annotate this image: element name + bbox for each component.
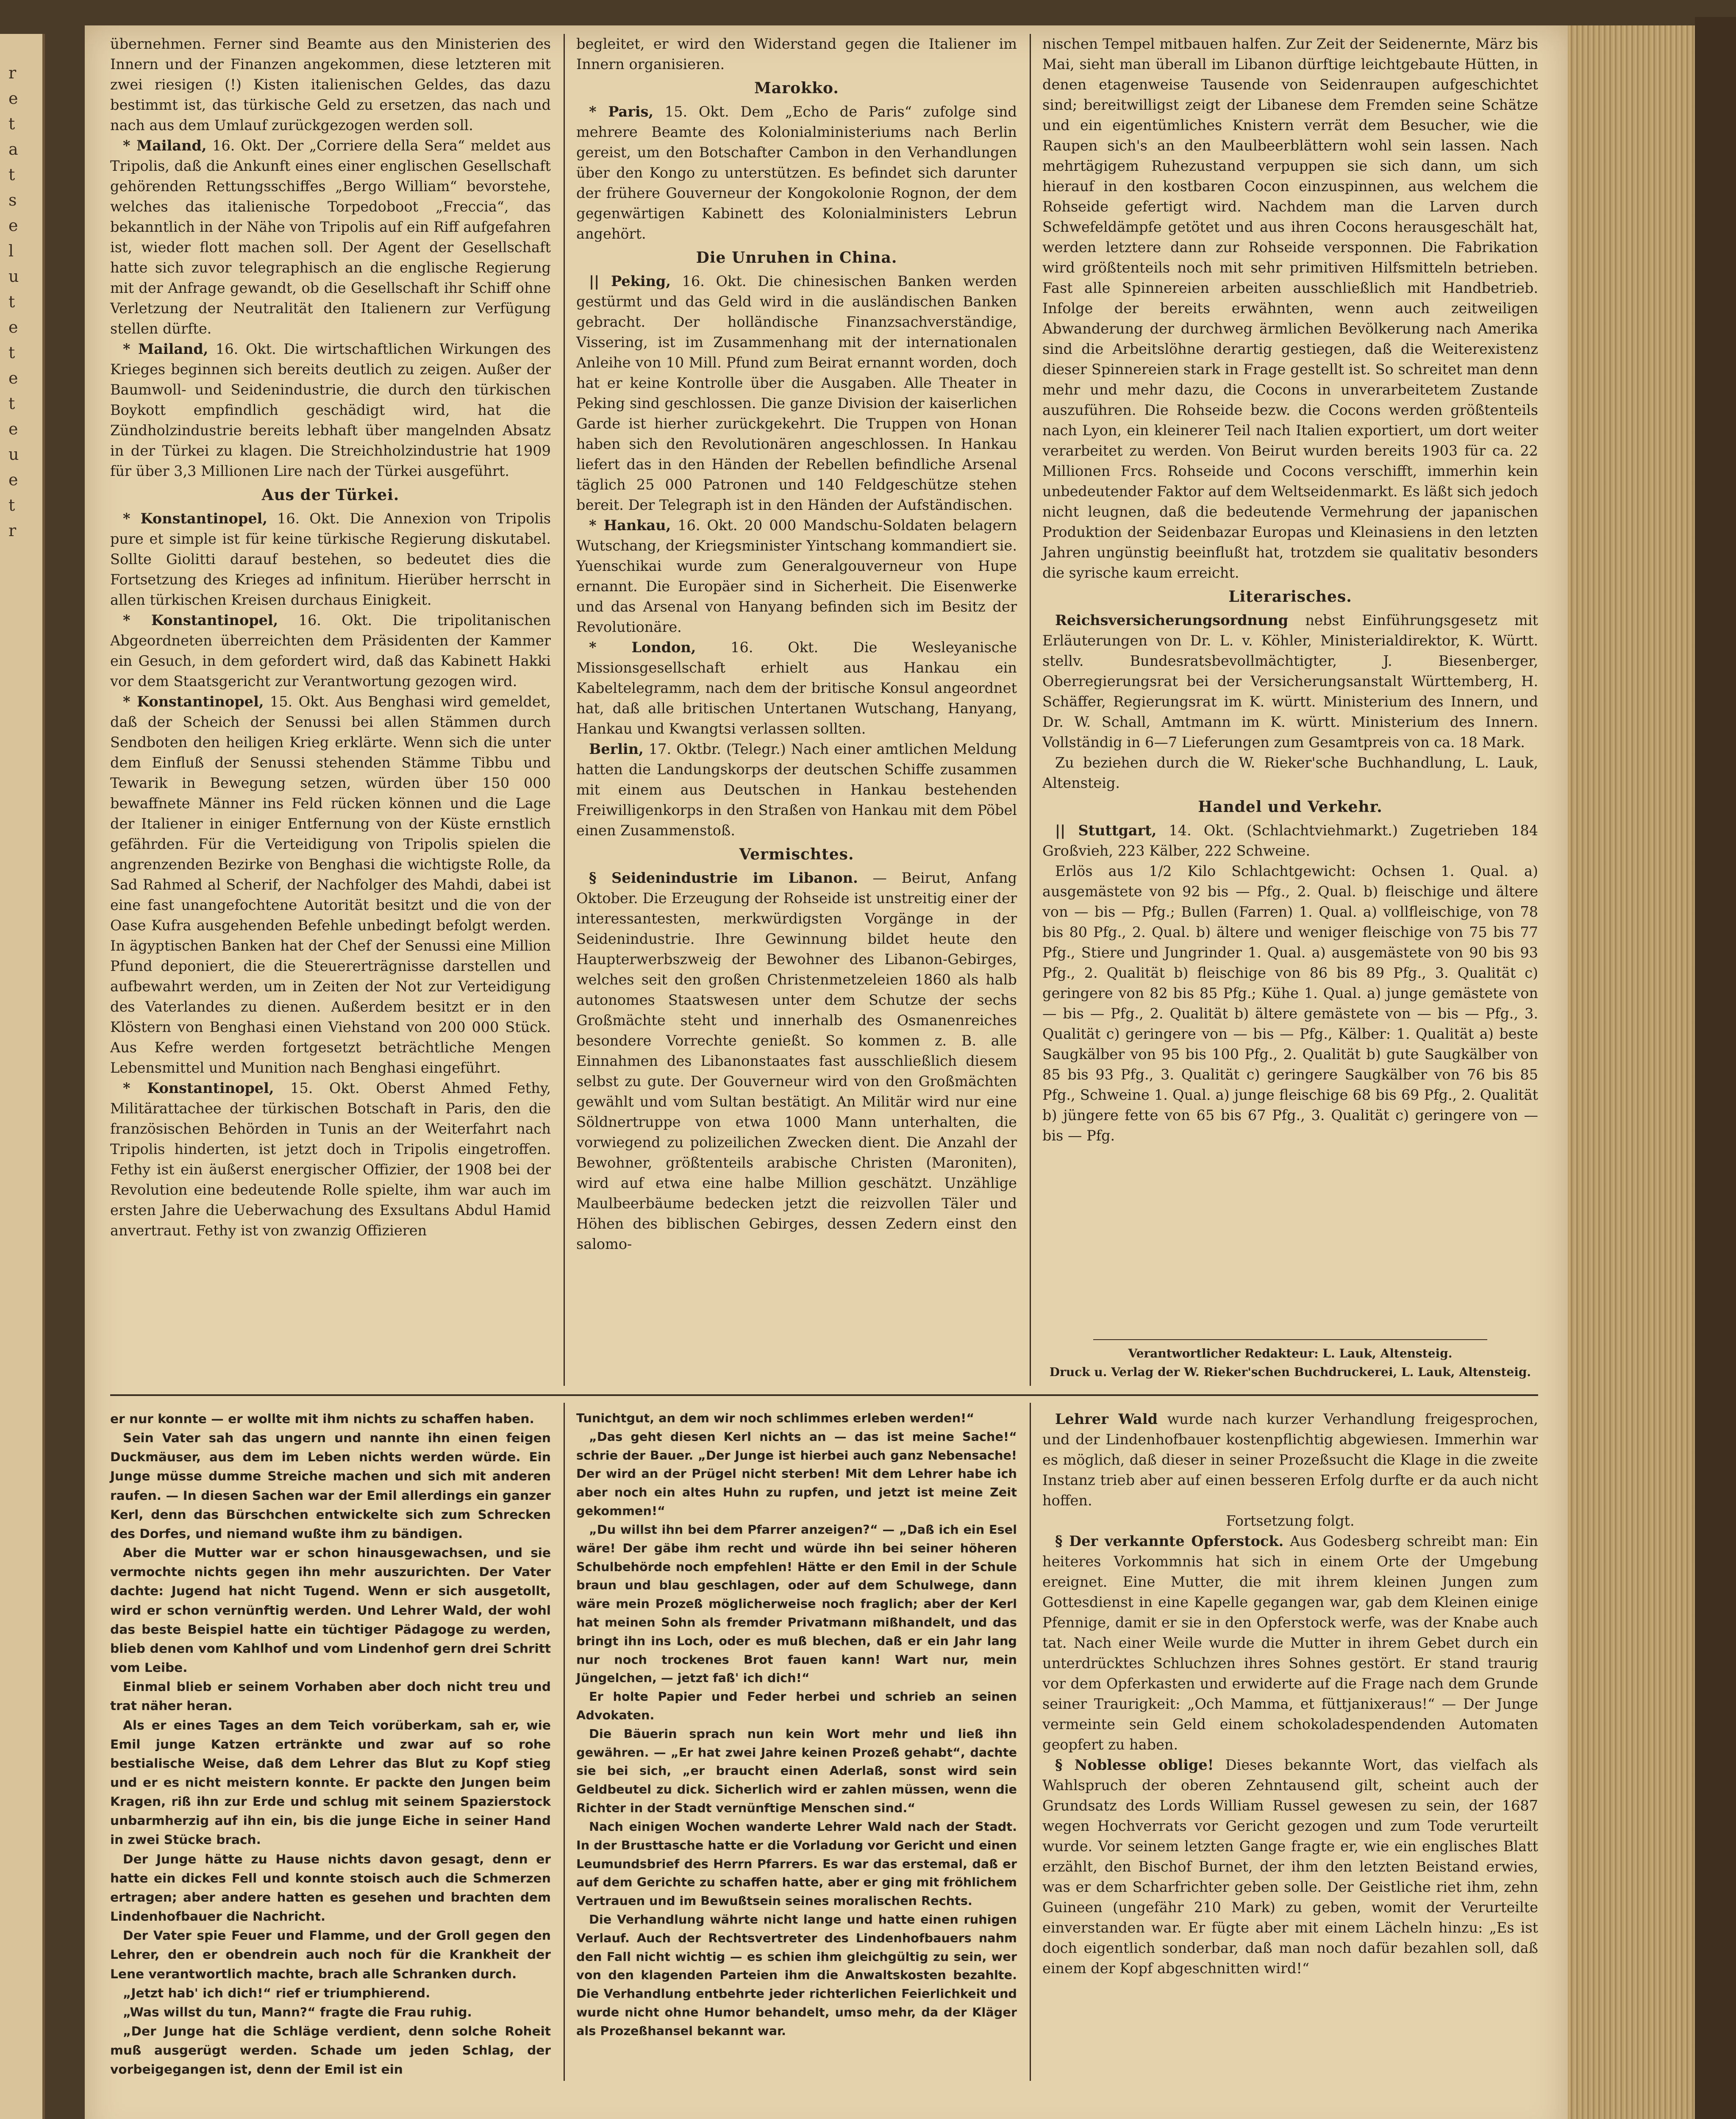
article-paragraph xyxy=(1042,861,1538,1146)
article-paragraph xyxy=(110,1849,551,1926)
article-paragraph xyxy=(110,2002,551,2022)
margin-fragment: e xyxy=(8,216,18,235)
article-text: Zu beziehen durch die W. Rieker'sche Buchhandlung, L. Lauk, Altensteig. xyxy=(1042,754,1538,791)
dateline: Reichsversicherungsordnung xyxy=(1055,612,1289,628)
article-paragraph xyxy=(1042,753,1538,793)
article-text: er nur konnte — er wollte mit ihm nichts zu schaffen haben. xyxy=(110,1411,534,1426)
article-text: Tunichtgut, an dem wir noch schlimmes erleben werden!“ xyxy=(576,1411,975,1425)
article-paragraph xyxy=(576,271,1017,515)
article-paragraph xyxy=(576,1910,1017,2041)
article-paragraph xyxy=(1042,820,1538,861)
article-paragraph xyxy=(576,739,1017,841)
column-2 xyxy=(576,34,1017,1254)
margin-fragment: r xyxy=(8,521,17,540)
article-text: Aber die Mutter war er schon hinausgewachsen, und sie vermochte nichts gegen ihn mehr auszurichten. Der Vater dachte: Jugend hat nicht Tugend. Wenn er sich ausgetollt, wird er schon vernünftig werden. Und Lehrer Wald, der wohl das beste Beispiel hatte ein tüchtiger Pädagoge zu werden, blieb denen vom Kahlhof und vom Lindenhof gern drei Schritt vom Leibe. xyxy=(110,1545,551,1675)
article-text: — Beirut, Anfang Oktober. Die Erzeugung der Rohseide ist unstreitig einer der interessantesten, merkwürdigsten Vorgänge in der Seidenindustrie. Ihre Gewinnung bildet heute den Haupterwerbszweig der Bewohner des Libanon-Gebirges, welches seit den großen Christenmetzeleien 1860 als halb autonomes Staatswesen unter dem Schutze der sechs Großmächte steht und innerhalb des Osmanenreiches besondere Vorrechte genießt. So kommen z. B. alle Einnahmen des Libanonstaates fast ausschließlich diesem selbst zu gute. Der Gouverneur wird von den Großmächten gewählt und vom Sultan bestätigt. An Militär wird nur eine Söldnertruppe von etwa 1000 Mann unterhalten, die vorwiegend zu polizeilichen Zwecken dient. Die Anzahl der Bewohner, größtenteils arabische Christen (Maroniten), wird auf etwa eine halbe Million geschätzt. Unzählige Maulbeerbäume bedecken jetzt die reizvollen Täler und Höhen des biblischen Gebirges, dessen Zedern einst den salomo- xyxy=(576,870,1017,1252)
dateline: * Hankau, xyxy=(589,517,671,534)
margin-fragment: t xyxy=(8,394,15,413)
article-text: Einmal blieb er seinem Vorhaben aber doch nicht treu und trat näher heran. xyxy=(110,1679,551,1713)
dateline: § Der verkannte Opferstock. xyxy=(1055,1533,1284,1549)
margin-fragment: t xyxy=(8,292,15,311)
imprint-rule xyxy=(1093,1339,1487,1340)
article-text: Der Junge hätte zu Hause nichts davon gesagt, denn er hatte ein dickes Fell und konnte stoisch auch die Schmerzen ertragen; aber andere hatten es gesehen und brachten dem Lindenhofbauer die Nachricht. xyxy=(110,1851,551,1924)
article-text: „Das geht diesen Kerl nichts an — das ist meine Sache!“ schrie der Bauer. „Der Junge ist hierbei auch ganz Nebensache! Der wird an der Prügel nicht sterben! Mit dem Lehrer habe ich aber noch ein altes Huhn zu rupfen, und jetzt ist meine Zeit gekommen!“ xyxy=(576,1429,1017,1518)
dateline: * Konstantinopel, xyxy=(123,1080,274,1096)
article-paragraph xyxy=(110,339,551,481)
article-text: nebst Einführungsgesetz mit Erläuterungen von Dr. L. v. Köhler, Ministerialdirektor, K. Württ. stellv. Bundesratsbevollmächtigter, J. Biesenberger, Oberregierungsrat bei der Versicherungsanstalt Württemberg, H. Schäffer, Regierungsrat im K. württ. Ministerium des Innern, und Dr. W. Schall, Amtmann im K. württ. Ministerium des Innern. Vollständig in 6—7 Lieferungen zum Gesamtpreis von ca. 18 Mark. xyxy=(1042,612,1538,751)
article-text: 17. Oktbr. (Telegr.) Nach einer amtlichen Meldung hatten die Landungskorps der deutschen Schiffe zusammen mit einem aus Deutschen in Hankau bestehenden Freiwilligenkorps in den Straßen von Hankau mit dem Pöbel einen Zusammenstoß. xyxy=(576,741,1017,839)
column-rule xyxy=(1030,1403,1031,2081)
article-text: nischen Tempel mitbauen halfen. Zur Zeit der Seidenernte, März bis Mai, sieht man überall im Libanon dürftige leichtgebaute Hütten, in denen etagenweise Tausende von Seidenraupen aufgeschichtet sind; bereitwilligst zeigt der Libanese dem Fremden seine Schätze und ein eigentümliches Knistern verrät dem Besucher, wie die Raupen sich's an den Maulbeerblättern wohl sein lassen. Nach mehrtägigem Ruhezustand verpuppen sie sich dann, um sich hierauf in den kostbaren Cocon einzuspinnen, aus welchem die Rohseide gefertigt wird. Nachdem man die Larven durch Schwefeldämpfe getötet und aus ihren Cocons herausgeschält hat, werden letztere dann zur Rohseide versponnen. Die Fabrikation wird größtenteils noch mit sehr primitiven Hilfsmitteln betrieben. Fast alle Spinnereien arbeiten ausschließlich mit Handbetrieb. Infolge der bereits erwähnten, wenn auch zeitweiligen Abwanderung der durchweg ärmlichen Bevölkerung nach Amerika sind die Arbeitslöhne derartig gestiegen, daß die Weiterexistenz dieser Spinnereien stark in Frage gestellt ist. So schreitet man denn mehr und mehr dazu, die Cocons in unverarbeitetem Zustande auszuführen. Die Rohseide bezw. die Cocons werden größtenteils nach Lyon, ein kleinerer Teil nach Italien exportiert, um dort weiter verarbeitet zu werden. Von Beirut wurden bereits 1903 für ca. 22 Millionen Frcs. Rohseide und Cocons verschifft, immerhin kein unbedeutender Faktor auf dem Weltseidenmarkt. Es läßt sich jedoch nicht leugnen, daß die bedeutende Vermehrung der japanischen Produktion der Seidenbazar Europas und Kleinasiens in den letzten Jahren ungünstig beeinflußt hat, trotzdem sie qualitativ besonders die syrische kaum erreicht. xyxy=(1042,36,1538,581)
section-heading: Handel und Verkehr. xyxy=(1198,798,1383,816)
margin-fragment: l xyxy=(8,242,14,260)
article-text: 16. Okt. Die chinesischen Banken werden gestürmt und das Geld wird in die ausländischen Banken gebracht. Der holländische Finanzsachverständige, Vissering, ist im Zusammenhang mit der internationalen Anleihe von 10 Mill. Pfund zum Beirat ernannt worden, doch hat er keine Kontrolle über die Ausgaben. Alle Theater in Peking sind geschlossen. Die ganze Division der kaiserlichen Garde ist hierher zurückgekehrt. Die Truppen von Honan haben sich den Revolutionären angeschlossen. In Hankau liefert das in den Händen der Rebellen befindliche Arsenal täglich 25 000 Patronen und 140 Feldgeschütze stehen bereit. Der Telegraph ist in den Händen der Aufständischen. xyxy=(576,273,1017,513)
book-page-edges xyxy=(1568,25,1695,2119)
feuilleton-column-3 xyxy=(1042,1409,1538,1979)
continuation-note: Fortsetzung folgt. xyxy=(1226,1513,1355,1529)
dateline: * Mailand, xyxy=(123,341,208,357)
section-heading: Literarisches. xyxy=(1228,588,1352,606)
article-paragraph xyxy=(110,509,551,610)
article-paragraph xyxy=(110,1078,551,1241)
article-paragraph xyxy=(1042,34,1538,583)
article-text: Die Verhandlung währte nicht lange und hatte einen ruhigen Verlauf. Auch der Rechtsvertreter des Lindenhofbauers nahm den Fall nicht wichtig — es schien ihm gleichgültig zu sein, wer von den klagenden Parteien ihm die Anwaltskosten bezahlte. Die Verhandlung entbehrte jeder richterlichen Feierlichkeit und wurde nicht ohne Humor behandelt, umso mehr, da der Kläger als Prozeßhansel bekannt war. xyxy=(576,1912,1017,2038)
column-3 xyxy=(1042,34,1538,1146)
section-heading: Aus der Türkei. xyxy=(261,486,400,504)
article-text: Als er eines Tages an dem Teich vorüberkam, sah er, wie Emil junge Katzen ertränkte und zwar auf so rohe bestialische Weise, daß dem Lehrer das Blut zu Kopf stieg und er es nicht meistern konnte. Er packte den Jungen beim Kragen, riß ihn zur Erde und schlug mit seinem Spazierstock unbarmherzig auf ihn ein, bis die junge Eiche in seiner Hand in zwei Stücke brach. xyxy=(110,1717,551,1847)
article-text: „Was willst du tun, Mann?“ fragte die Frau ruhig. xyxy=(123,2004,472,2019)
article-text: Nach einigen Wochen wanderte Lehrer Wald nach der Stadt. In der Brusttasche hatte er die Vorladung vor Gericht und einen Leumundsbrief des Herrn Pfarrers. Es war das erstemal, daß er auf dem Gerichte zu schaffen hatte, aber er ging mit fröhlichem Vertrauen und im Bewußtsein seines moralischen Rechts. xyxy=(576,1819,1017,1908)
article-paragraph xyxy=(576,1521,1017,1688)
article-text: 15. Okt. Aus Benghasi wird gemeldet, daß der Scheich der Senussi bei allen Stämmen durch Sendboten den heiligen Krieg erklärte. Wenn sich die unter dem Einfluß der Senussi stehenden Stämme Tibbu und Tewarik in Bewegung setzen, würden über 150 000 bewaffnete Männer ins Feld rücken können und die Lage der Italiener in einiger Entfernung von der Küste ernstlich gefährden. Für die Verteidigung von Tripolis spielen die angrenzenden Bezirke von Benghasi die wichtigste Rolle, da Sad Rahmed al Scherif, der Nachfolger des Mahdi, dabei ist eine fast unangefochtene Autorität besitzt und die von der Oase Kufra ausgehenden Befehle unbedingt befolgt werden. In ägyptischen Banken hat der Chef der Senussi eine Million Pfund deponiert, die die Steuererträgnisse darstellen und aufbewahrt werden, um in Zeiten der Not zur Verteidigung des Vaterlandes zu dienen. Außerdem besitzt er in den Klöstern von Benghasi einen Viehstand von 200 000 Stück. Aus Kefre werden fortgesetzt beträchtliche Mengen Lebensmittel und Munition nach Benghasi eingeführt. xyxy=(110,693,551,1076)
dateline: * Konstantinopel, xyxy=(123,612,278,628)
article-paragraph xyxy=(576,1688,1017,1725)
article-text: „Der Junge hat die Schläge verdient, denn solche Roheit muß ausgerügt werden. Schade um jeden Schlag, der vorbeigegangen ist, denn der Emil ist ein xyxy=(110,2024,551,2077)
article-text: begleitet, er wird den Widerstand gegen die Italiener im Innern organisieren. xyxy=(576,36,1017,72)
article-text: 16. Okt. Die wirtschaftlichen Wirkungen des Krieges beginnen sich bereits deutlich zu zeigen. Außer der Baumwoll- und Seidenindustrie, die durch den türkischen Boykott empfindlich geschädigt wird, hat die Zündholzindustrie bereits lebhaft über mangelnden Absatz in der Türkei zu klagen. Die Streichholzindustrie hat 1909 für über 3,3 Millionen Lire nach der Türkei ausgeführt. xyxy=(110,341,551,479)
feuilleton-column-2 xyxy=(576,1409,1017,2041)
article-paragraph xyxy=(110,34,551,136)
article-text: 16. Okt. Die tripolitanischen Abgeordneten überreichten dem Präsidenten der Kammer ein Gesuch, in dem gefordert wird, daß das Kabinett Hakki vor dem Staatsgericht zur Verantwortung gezogen wird. xyxy=(110,612,551,690)
article-paragraph xyxy=(110,2022,551,2079)
column-rule xyxy=(564,1403,565,2081)
column-rule xyxy=(564,34,565,1386)
article-paragraph xyxy=(110,1543,551,1677)
column-1 xyxy=(110,34,551,1241)
article-paragraph xyxy=(1042,1409,1538,1511)
dateline: * Konstantinopel, xyxy=(123,693,264,710)
article-text: Der Vater spie Feuer und Flamme, und der Groll gegen den Lehrer, den er obendrein auch noch für die Krankheit der Lene verantwortlich machte, brach alle Schranken durch. xyxy=(110,1928,551,1981)
article-text: Aus Godesberg schreibt man: Ein heiteres Vorkommnis hat sich in einem Orte der Umgebung ereignet. Eine Mutter, die mit ihrem kleinen Jungen zum Gottesdienst in eine Kapelle gegangen war, gab dem Kleinen einige Pfennige, damit er sie in den Opferstock werfe, was der Knabe auch tat. Nach einer Weile wurde die Mutter in ihrem Gebet durch ein unterdrücktes Schluchzen ihres Sohnes gestört. Er stand traurig vor dem Opferkasten und erwiderte auf die Frage nach dem Grunde seiner Traurigkeit: „Och Mamma, et füttjanixeraus!“ — Der Junge vermeinte sein Geld einem schokoladespendenden Automaten geopfert zu haben. xyxy=(1042,1533,1538,1753)
margin-fragment: e xyxy=(8,318,18,336)
section-heading: Vermischtes. xyxy=(739,845,854,863)
article-paragraph xyxy=(576,868,1017,1254)
article-paragraph xyxy=(110,1409,551,1428)
dateline: || Peking, xyxy=(589,273,671,289)
article-paragraph xyxy=(110,1926,551,1983)
feuilleton-divider xyxy=(110,1394,1538,1396)
section-heading: Marokko. xyxy=(754,79,839,97)
article-paragraph xyxy=(110,1716,551,1849)
article-text: „Jetzt hab' ich dich!“ rief er triumphierend. xyxy=(123,1985,431,2000)
article-text: 16. Okt. 20 000 Mandschu-Soldaten belagern Wutschang, der Kriegsminister Yintschang kommandiert sie. Yuenschikai wurde zum Generalgouverneur von Hupe ernannt. Die Europäer sind in Sicherheit. Die Eisenwerke und das Arsenal von Hanyang befinden sich im Besitz der Revolutionäre. xyxy=(576,517,1017,635)
article-paragraph xyxy=(110,136,551,339)
binding-edge xyxy=(1695,17,1736,2119)
article-paragraph xyxy=(110,1983,551,2002)
article-text: wurde nach kurzer Verhandlung freigesprochen, und der Lindenhofbauer kostenpflichtig abgewiesen. Immerhin war es möglich, daß dieser in seiner Prozeßsucht die Klage in die zweite Instanz trieb aber auf einen besseren Erfolg durfte er da auch nicht hoffen. xyxy=(1042,1411,1538,1509)
article-text: Er holte Papier und Feder herbei und schrieb an seinen Advokaten. xyxy=(576,1689,1017,1722)
article-text: Erlös aus 1/2 Kilo Schlachtgewicht: Ochsen 1. Qual. a) ausgemästete von 92 bis — Pfg., 2. Qual. b) fleischige und ältere von — bis — Pfg.; Bullen (Farren) 1. Qual. a) vollfleischige, von 78 bis 80 Pfg., 2. Qual. b) ältere und weniger fleischige von 75 bis 77 Pfg., Stiere und Jungrinder 1. Qual. a) ausgemästete von 90 bis 93 Pfg., 2. Qualität b) fleischige von 86 bis 89 Pfg., 3. Qualität c) geringere von 82 bis 85 Pfg.; Kühe 1. Qual. a) junge gemästete von — bis — Pfg., 2. Qualität b) ältere gemästete von — bis — Pfg., 3. Qualität c) geringere von — bis — Pfg., Kälber: 1. Qualität a) beste Saugkälber von 95 bis 100 Pfg., 2. Qualität b) gute Saugkälber von 85 bis 93 Pfg., 3. Qualität c) geringere Saugkälber von 76 bis 85 Pfg., Schweine 1. Qual. a) junge fleischige 68 bis 69 Pfg., 2. Qualität b) jüngere fette von 65 bis 67 Pfg., 3. Qualität c) geringere von — bis — Pfg. xyxy=(1042,863,1538,1144)
article-paragraph xyxy=(1042,1755,1538,1979)
article-text: 15. Okt. Oberst Ahmed Fethy, Militärattachee der türkischen Botschaft in Paris, den die französischen Behörden in Tunis an der Weiterfahrt nach Tripolis hinderten, ist jetzt doch in Tripolis eingetroffen. Fethy ist ein äußerst energischer Offizier, der 1908 bei der Revolution eine bedeutende Rolle spielte, ihm war auch im ersten Jahre die Ueberwachung des Exsultans Abdul Hamid anvertraut. Fethy ist von zwanzig Offizieren xyxy=(110,1080,551,1239)
article-text: 16. Okt. Der „Corriere della Sera“ meldet aus Tripolis, daß die Ankunft eines einer englischen Gesellschaft gehörenden Rettungsschiffes „Bergo William“ bevorstehe, welches das italienische Torpedoboot „Freccia“, das bekanntlich in der Nähe von Tripolis auf ein Riff aufgefahren ist, wieder flott machen soll. Der Agent der Gesellschaft hatte sich zuvor telegraphisch an die englische Regierung mit der Anfrage gewandt, ob die Gesellschaft ihr Schiff ohne Verletzung der Neutralität den Italienern zur Verfügung stellen dürfte. xyxy=(110,137,551,337)
newspaper-page xyxy=(85,25,1568,2119)
article-text: 14. Okt. (Schlachtviehmarkt.) Zugetrieben 184 Großvieh, 223 Kälber, 222 Schweine. xyxy=(1042,822,1538,859)
article-paragraph xyxy=(1042,610,1538,753)
article-text: Die Bäuerin sprach nun kein Wort mehr und ließ ihn gewähren. — „Er hat zwei Jahre keinen Prozeß gehabt“, dachte sie bei sich, „er braucht einen Aderlaß, sonst wird sein Geldbeutel zu dick. Sicherlich wird er zahlen müssen, wenn die Richter in der Stadt vernünftige Menschen sind.“ xyxy=(576,1726,1017,1816)
dateline: * Konstantinopel, xyxy=(123,510,268,527)
margin-fragment: e xyxy=(8,420,18,438)
margin-fragment: t xyxy=(8,496,15,514)
article-paragraph xyxy=(110,610,551,692)
article-text: 16. Okt. Die Annexion von Tripolis pure et simple ist für keine türkische Regierung diskutabel. Sollte Giolitti darauf bestehen, so bedeutet dies die Fortsetzung des Krieges ad infinitum. Hierüber herrscht in allen türkischen Kreisen durchaus Einigkeit. xyxy=(110,510,551,608)
article-paragraph xyxy=(576,1818,1017,1910)
dateline: * Paris, xyxy=(589,103,654,120)
article-paragraph xyxy=(110,1677,551,1715)
article-text: 15. Okt. Dem „Echo de Paris“ zufolge sind mehrere Beamte des Kolonialministeriums nach Berlin gereist, um den Botschafter Cambon in den Verhandlungen über den Kongo zu unterstützen. Es befindet sich darunter der frühere Gouverneur der Kongokolonie Rognon, der dem gegenwärtigen Kabinett des Kolonialministers Lebrun angehört. xyxy=(576,103,1017,242)
article-paragraph xyxy=(576,515,1017,637)
article-paragraph xyxy=(576,102,1017,244)
column-rule xyxy=(1030,34,1031,1386)
dateline: § Noblesse oblige! xyxy=(1055,1757,1214,1773)
article-paragraph xyxy=(576,637,1017,739)
margin-fragment: e xyxy=(8,369,18,387)
section-heading: Die Unruhen in China. xyxy=(696,249,897,267)
article-text: Sein Vater sah das ungern und nannte ihn einen feigen Duckmäuser, aus dem im Leben nichts werden würde. Ein Junge müsse dumme Streiche machen und sich mit anderen raufen. — In diesen Sachen war der Emil allerdings ein ganzer Kerl, denn das Bürschchen entwickelte sich zum Schrecken des Dorfes, und niemand wußte ihm zu bändigen. xyxy=(110,1430,551,1541)
article-paragraph xyxy=(576,1428,1017,1521)
editor-line: Verantwortlicher Redakteur: L. Lauk, Altensteig. xyxy=(1128,1346,1453,1360)
dateline: § Seidenindustrie im Libanon. xyxy=(589,870,858,886)
dateline: * London, xyxy=(589,639,696,656)
dateline: || Stuttgart, xyxy=(1055,822,1157,839)
margin-fragment: u xyxy=(8,267,19,286)
feuilleton-column-1 xyxy=(110,1409,551,2079)
margin-fragment: t xyxy=(8,343,15,362)
margin-fragment: t xyxy=(8,165,15,184)
margin-fragment: r xyxy=(8,64,17,82)
imprint xyxy=(1042,1335,1538,1382)
dateline: * Mailand, xyxy=(123,137,207,154)
article-paragraph xyxy=(576,34,1017,75)
margin-fragment: u xyxy=(8,445,19,464)
article-paragraph xyxy=(576,1725,1017,1818)
article-paragraph xyxy=(576,1409,1017,1428)
article-paragraph xyxy=(1042,1531,1538,1755)
article-text: 16. Okt. Die Wesleyanische Missionsgesellschaft erhielt aus Hankau ein Kabeltelegramm, nach dem der britische Konsul angeordnet hat, daß alle britischen Untertanen Wutschang, Hanyang, Hankau und Kwangtsi verlassen sollten. xyxy=(576,639,1017,737)
article-text: übernehmen. Ferner sind Beamte aus den Ministerien des Innern und der Finanzen angekommen, diese letzteren mit zwei riesigen (!) Kisten italienischen Geldes, das dazu bestimmt ist, das türkische Geld zu ersetzen, das nach und nach aus dem Umlauf zurückgezogen werden soll. xyxy=(110,36,551,133)
margin-fragment: e xyxy=(8,470,18,489)
previous-page-edge xyxy=(0,34,45,2119)
margin-fragment: e xyxy=(8,89,18,108)
margin-fragment: s xyxy=(8,191,17,209)
printer-line: Druck u. Verlag der W. Rieker'schen Buchdruckerei, L. Lauk, Altensteig. xyxy=(1049,1365,1531,1379)
article-paragraph xyxy=(110,1428,551,1543)
margin-fragment: a xyxy=(8,140,18,159)
article-text: „Du willst ihn bei dem Pfarrer anzeigen?“ — „Daß ich ein Esel wäre! Der gäbe ihm recht und würde ihn bei seiner höheren Schulbehörde noch empfehlen! Hätte er den Emil in der Schule braun und blau geschlagen, oder auf dem Schulwege, dann wäre mein Prozeß möglicherweise noch fraglich; aber der Kerl hat meinen Sohn als fremder Privatmann mißhandelt, und das bringt ihn ins Loch, oder es muß blechen, daß er ein Jahr lang nur noch trockenes Brot fauen kann! Wart nur, mein Jüngelchen, — jetzt faß' ich dich!“ xyxy=(576,1522,1017,1685)
dateline: Lehrer Wald xyxy=(1055,1411,1158,1427)
dateline: Berlin, xyxy=(589,741,644,757)
margin-fragment: t xyxy=(8,114,15,133)
article-text: Dieses bekannte Wort, das vielfach als Wahlspruch der oberen Zehntausend gilt, scheint auch der Grundsatz des Lords William Russel gewesen zu sein, der 1687 wegen Hochverrats vor Gericht gezogen und zum Tode verurteilt wurde. Vor seinem letzten Gange fragte er, wie ein englisches Blatt erzählt, den Bischof Burnet, der ihm den letzten Beistand erwies, was er dem Scharfrichter geben solle. Der Geistliche riet ihm, zehn Guineen (ungefähr 210 Mark) zu geben, womit der Verurteilte einverstanden war. Er fügte aber mit einem Lächeln hinzu: „Es ist doch eigentlich sonderbar, daß man noch dafür bezahlen soll, daß einem der Kopf abgeschnitten wird!“ xyxy=(1042,1757,1538,1977)
article-paragraph xyxy=(110,692,551,1078)
